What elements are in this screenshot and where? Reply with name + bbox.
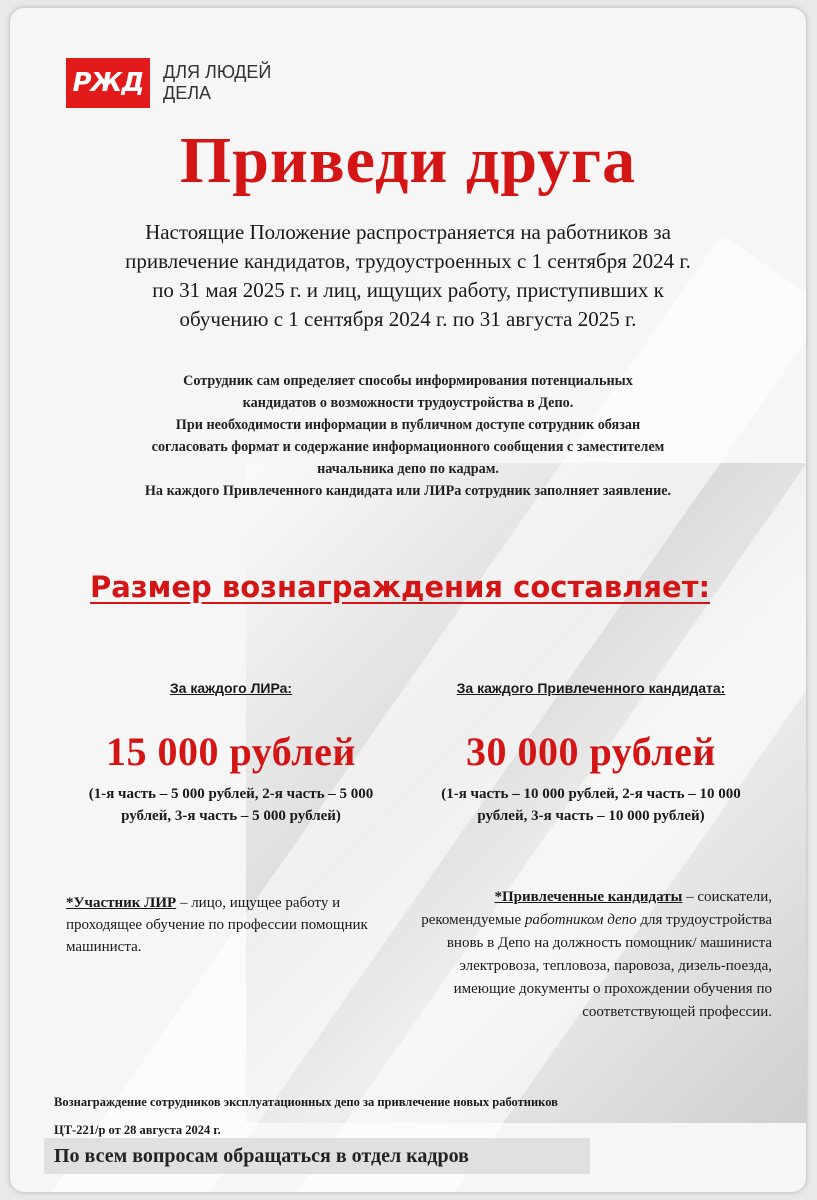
logo-slogan <box>163 62 271 104</box>
candidate-definition-italic: работником депо <box>524 912 637 928</box>
definition-star: * <box>494 889 502 905</box>
footer-note <box>54 1088 754 1144</box>
definition-star: * <box>66 895 74 911</box>
lir-definition-term: Участник ЛИР <box>73 895 177 911</box>
lir-reward-parts: (1-я часть – 5 000 рублей, 2-я часть – 5 000 рублей, 3-я часть – 5 000 рублей) <box>88 786 374 824</box>
rules-line: При необходимости информации в публичном доступе сотрудник обязан <box>175 417 641 433</box>
rules-line: Сотрудник сам определяет способы информирования потенциальных <box>183 373 633 389</box>
intro-paragraph <box>70 218 746 334</box>
rules-line: согласовать формат и содержание информационного сообщения с заместителем <box>151 439 665 455</box>
rules-line: На каждого Привлеченного кандидата или ЛИРа сотрудник заполняет заявление. <box>144 483 672 499</box>
lir-reward-label: За каждого ЛИРа: <box>169 680 293 696</box>
candidate-definition-term: Привлеченные кандидаты <box>501 889 683 905</box>
intro-line: привлечение кандидатов, трудоустроенных с 1 сентября 2024 г. <box>125 249 691 273</box>
candidate-reward-parts: (1-я часть – 10 000 рублей, 2-я часть – 10 000 рублей, 3-я часть – 10 000 рублей) <box>441 786 741 824</box>
lir-definition <box>66 892 376 958</box>
intro-line: Настоящие Положение распространяется на работников за <box>145 220 671 244</box>
page-title: Приведи друга <box>179 124 637 197</box>
lir-definition-text: – лицо, ищущее работу и проходящее обучение по профессии помощник машиниста. <box>66 895 368 955</box>
contact-banner: По всем вопросам обращаться в отдел кадров <box>44 1138 590 1174</box>
logo-slogan-line: ДЕЛА <box>163 83 212 103</box>
lir-reward-column <box>46 680 416 827</box>
rules-line: кандидатов о возможности трудоустройства в Депо. <box>242 395 574 411</box>
footer-line: ЦТ-221/р от 28 августа 2024 г. <box>54 1123 221 1137</box>
rzd-logo <box>66 58 271 108</box>
reward-heading: Размер вознаграждения составляет: <box>90 570 711 604</box>
candidate-reward-amount: 30 000 рублей <box>466 729 716 774</box>
candidate-reward-label: За каждого Привлеченного кандидата: <box>456 680 726 696</box>
intro-line: обучению с 1 сентября 2024 г. по 31 августа 2025 г. <box>179 307 637 331</box>
intro-line: по 31 мая 2025 г. и лиц, ищущих работу, приступивших к <box>152 278 664 302</box>
rzd-logo-mark: РЖД <box>66 58 150 108</box>
footer-line: Вознаграждение сотрудников эксплуатационных депо за привлечение новых работников <box>54 1095 558 1109</box>
rules-line: начальника депо по кадрам. <box>317 461 499 477</box>
candidate-definition <box>406 886 772 1024</box>
lir-reward-amount: 15 000 рублей <box>106 729 356 774</box>
flyer-sheet <box>10 8 806 1192</box>
candidate-reward-column <box>404 680 778 827</box>
logo-slogan-line: ДЛЯ ЛЮДЕЙ <box>163 62 272 82</box>
rules-paragraph <box>50 370 766 502</box>
candidate-definition-text: – соискатели, рекомендуемые <box>421 889 772 928</box>
candidate-definition-text: для трудоустройства вновь в Депо на должность помощник/ машиниста электровоза, тепловоза, паровоза, дизель-поезда, имеющие документы о прохождении обучения по соответствующей профессии. <box>446 912 772 1020</box>
